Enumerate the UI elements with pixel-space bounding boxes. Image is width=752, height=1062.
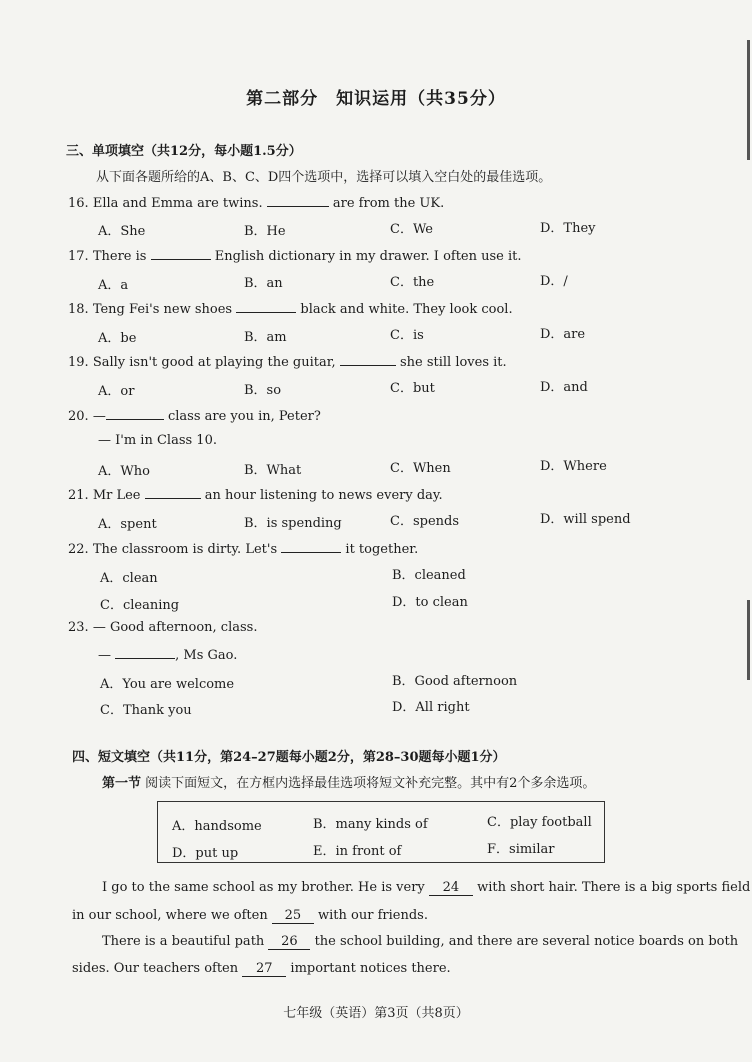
option-d: D．to clean bbox=[392, 595, 468, 610]
option-a: A．Who bbox=[98, 464, 150, 479]
passage-text: in our school, where we often bbox=[72, 908, 268, 923]
option-a: A．or bbox=[98, 384, 135, 399]
question-text: class are you in, Peter? bbox=[167, 409, 321, 424]
passage-text: the school building, and there are several notice boards on both bbox=[314, 934, 739, 949]
question-number: 23. bbox=[68, 620, 89, 635]
question-text: Mr Lee bbox=[92, 488, 141, 503]
question-number: 18. bbox=[68, 302, 89, 317]
page-footer: 七年级（英语）第3页（共8页） bbox=[283, 1006, 469, 1021]
passage-line bbox=[72, 908, 428, 924]
question-text: an hour listening to news every day. bbox=[204, 488, 443, 503]
question-text: , Ms Gao. bbox=[175, 648, 238, 663]
passage-text: with our friends. bbox=[318, 908, 428, 923]
section4-subheading bbox=[102, 772, 595, 791]
question-text: English dictionary in my drawer. I often use it. bbox=[214, 249, 522, 264]
answer-blank bbox=[340, 353, 396, 366]
passage-line bbox=[102, 880, 750, 896]
passage-blank-26: 26 bbox=[268, 935, 310, 950]
question-number: 16. bbox=[68, 196, 89, 211]
passage-blank-24: 24 bbox=[429, 881, 473, 896]
question-23 bbox=[68, 620, 257, 635]
box-option-c: C．play football bbox=[487, 815, 592, 830]
subheading-label: 第一节 bbox=[102, 776, 142, 791]
answer-blank bbox=[151, 247, 211, 260]
option-a: A．You are welcome bbox=[100, 677, 235, 692]
option-c: C．is bbox=[390, 328, 424, 343]
section4-heading: 四、短文填空（共11分，第24–27题每小题2分，第28–30题每小题1分） bbox=[72, 750, 506, 765]
option-c: C．but bbox=[390, 381, 435, 396]
option-b: B．He bbox=[244, 224, 286, 239]
question-text: black and white. They look cool. bbox=[300, 302, 513, 317]
option-b: B．What bbox=[244, 463, 302, 478]
passage-blank-27: 27 bbox=[242, 962, 286, 977]
question-number: 22. bbox=[68, 542, 89, 557]
answer-blank bbox=[106, 407, 164, 420]
box-option-b: B．many kinds of bbox=[313, 817, 428, 832]
question-text: There is bbox=[92, 249, 147, 264]
box-option-e: E．in front of bbox=[313, 844, 402, 859]
option-c: C．cleaning bbox=[100, 598, 180, 613]
question-18 bbox=[68, 300, 513, 317]
question-number: 20. bbox=[68, 409, 89, 424]
option-a: A．spent bbox=[98, 517, 157, 532]
question-text: The classroom is dirty. Let's bbox=[92, 542, 278, 557]
question-16 bbox=[68, 194, 444, 211]
passage-text: important notices there. bbox=[290, 961, 451, 976]
box-option-d: D．put up bbox=[172, 846, 239, 861]
option-a: A．be bbox=[98, 331, 137, 346]
scan-edge-mark bbox=[747, 40, 750, 160]
section3-instruction: 从下面各题所给的A、B、C、D四个选项中，选择可以填入空白处的最佳选项。 bbox=[96, 170, 552, 185]
option-c: C．spends bbox=[390, 514, 459, 529]
passage-blank-25: 25 bbox=[272, 909, 314, 924]
section3-heading: 三、单项填空（共12分，每小题1.5分） bbox=[66, 144, 302, 159]
question-number: 19. bbox=[68, 355, 89, 370]
question-21 bbox=[68, 486, 443, 503]
option-b: B．am bbox=[244, 330, 287, 345]
scan-edge-mark bbox=[747, 600, 750, 680]
option-d: D．will spend bbox=[540, 512, 631, 527]
option-b: B．an bbox=[244, 276, 283, 291]
answer-blank bbox=[115, 646, 175, 659]
option-a: A．She bbox=[98, 224, 146, 239]
option-b: B．is spending bbox=[244, 516, 342, 531]
subheading-text: 阅读下面短文，在方框内选择最佳选项将短文补充完整。其中有2个多余选项。 bbox=[145, 776, 596, 791]
question-text: Ella and Emma are twins. bbox=[92, 196, 263, 211]
option-b: B．Good afternoon bbox=[392, 674, 518, 689]
question-17 bbox=[68, 247, 522, 264]
option-d: D．and bbox=[540, 380, 588, 395]
option-c: C．When bbox=[390, 461, 451, 476]
question-number: 17. bbox=[68, 249, 89, 264]
option-c: C．We bbox=[390, 222, 433, 237]
question-23-response bbox=[98, 646, 237, 663]
passage-text: with short hair. There is a big sports field bbox=[477, 880, 751, 895]
option-c: C．the bbox=[390, 275, 435, 290]
question-text: Sally isn't good at playing the guitar, bbox=[92, 355, 336, 370]
question-20-response: — I'm in Class 10. bbox=[98, 433, 217, 448]
option-d: D．They bbox=[540, 221, 596, 236]
answer-blank bbox=[267, 194, 329, 207]
question-20 bbox=[68, 407, 321, 424]
question-text: she still loves it. bbox=[399, 355, 507, 370]
question-text: — bbox=[92, 409, 106, 424]
option-a: A．a bbox=[98, 278, 129, 293]
option-a: A．clean bbox=[100, 571, 158, 586]
question-text: — Good afternoon, class. bbox=[92, 620, 258, 635]
passage-text: I go to the same school as my brother. He is very bbox=[102, 880, 425, 895]
part-title: 第二部分 知识运用（共35分） bbox=[246, 89, 506, 109]
question-19 bbox=[68, 353, 507, 370]
answer-blank bbox=[236, 300, 296, 313]
passage-line bbox=[102, 934, 738, 950]
option-c: C．Thank you bbox=[100, 703, 192, 718]
question-22 bbox=[68, 540, 418, 557]
passage-text: There is a beautiful path bbox=[102, 934, 265, 949]
answer-blank bbox=[281, 540, 341, 553]
option-d: D．/ bbox=[540, 274, 568, 289]
question-text: are from the UK. bbox=[332, 196, 445, 211]
question-text: it together. bbox=[345, 542, 419, 557]
dash: — bbox=[98, 648, 111, 663]
question-text: Teng Fei's new shoes bbox=[92, 302, 233, 317]
option-b: B．cleaned bbox=[392, 568, 466, 583]
passage-text: sides. Our teachers often bbox=[72, 961, 239, 976]
answer-blank bbox=[145, 486, 201, 499]
question-number: 21. bbox=[68, 488, 89, 503]
option-d: D．All right bbox=[392, 700, 470, 715]
option-d: D．Where bbox=[540, 459, 607, 474]
box-option-a: A．handsome bbox=[172, 819, 262, 834]
option-d: D．are bbox=[540, 327, 586, 342]
passage-line bbox=[72, 961, 451, 977]
box-option-f: F．similar bbox=[487, 842, 555, 857]
option-b: B．so bbox=[244, 383, 282, 398]
